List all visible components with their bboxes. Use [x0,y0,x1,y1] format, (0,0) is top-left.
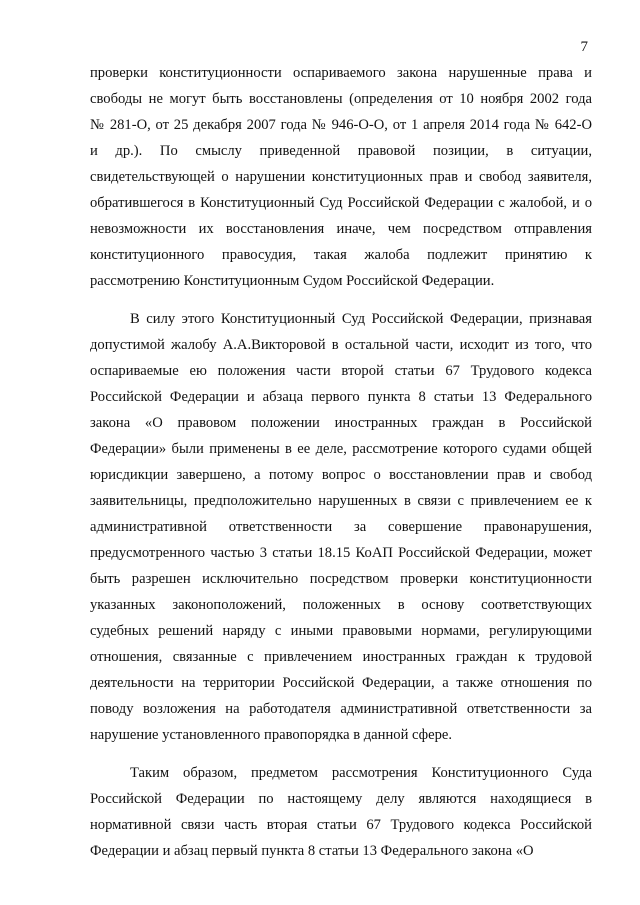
text-line: конституционного правосудия, такая жалоба подлежит принятию к [90,247,592,263]
text-line: оспариваемые ею положения части второй статьи 67 Трудового кодекса [90,363,592,379]
text-line: указанных законоположений, положенных в основу соответствующих [90,597,592,613]
page-number: 7 [580,39,588,55]
paragraph-1 [90,60,592,294]
text-line: отношения, связанные с привлечением иностранных граждан к трудовой [90,649,592,665]
paragraph-gap [90,748,592,760]
text-line: закона «О правовом положении иностранных граждан в Российской [90,415,592,431]
text-line: судебных решений наряду с иными правовыми нормами, регулирующими [90,623,592,639]
document-body [90,60,592,864]
text-line: свидетельствующей о нарушении конституционных прав и свобод заявителя, [90,169,592,185]
text-line: Таким образом, предметом рассмотрения Конституционного Суда [130,765,592,781]
text-line: проверки конституционности оспариваемого закона нарушенные права и [90,65,592,81]
text-line: заявительницы, предположительно нарушенных в связи с привлечением ее к [90,493,592,509]
text-line: № 281-О, от 25 декабря 2007 года № 946-О-О, от 1 апреля 2014 года № 642-О [90,117,592,133]
text-line: быть разрешен исключительно посредством проверки конституционности [90,571,592,587]
text-line: Федерации и абзац первый пункта 8 статьи 13 Федерального закона «О [90,843,534,859]
text-line: деятельности на территории Российской Федерации, а также отношения по [90,675,592,691]
text-line: нарушение установленного правопорядка в данной сфере. [90,727,453,743]
text-line: нормативной связи часть вторая статьи 67 Трудового кодекса Российской [90,817,592,833]
text-line: обратившегося в Конституционный Суд Российской Федерации с жалобой, и о [90,195,592,211]
text-line: В силу этого Конституционный Суд Российской Федерации, признавая [130,311,592,327]
text-line: и др.). По смыслу приведенной правовой позиции, в ситуации, [90,143,592,159]
text-line: свободы не могут быть восстановлены (определения от 10 ноября 2002 года [90,91,592,107]
paragraph-3 [90,760,592,864]
text-line: Российской Федерации по настоящему делу являются находящиеся в [90,791,592,807]
text-line: поводу возложения на работодателя административной ответственности за [90,701,592,717]
paragraph-gap [90,294,592,306]
text-line: Федерации» были применены в ее деле, рассмотрение которого судами общей [90,441,592,457]
text-line: юрисдикции завершено, а потому вопрос о восстановлении прав и свобод [90,467,592,483]
paragraph-2 [90,306,592,748]
text-line: допустимой жалобу А.А.Викторовой в остальной части, исходит из того, что [90,337,592,353]
text-line: административной ответственности за совершение правонарушения, [90,519,592,535]
text-line: рассмотрению Конституционным Судом Российской Федерации. [90,273,495,289]
text-line: Российской Федерации и абзаца первого пункта 8 статьи 13 Федерального [90,389,592,405]
text-line: невозможности их восстановления иначе, чем посредством отправления [90,221,592,237]
text-line: предусмотренного частью 3 статьи 18.15 КоАП Российской Федерации, может [90,545,592,561]
